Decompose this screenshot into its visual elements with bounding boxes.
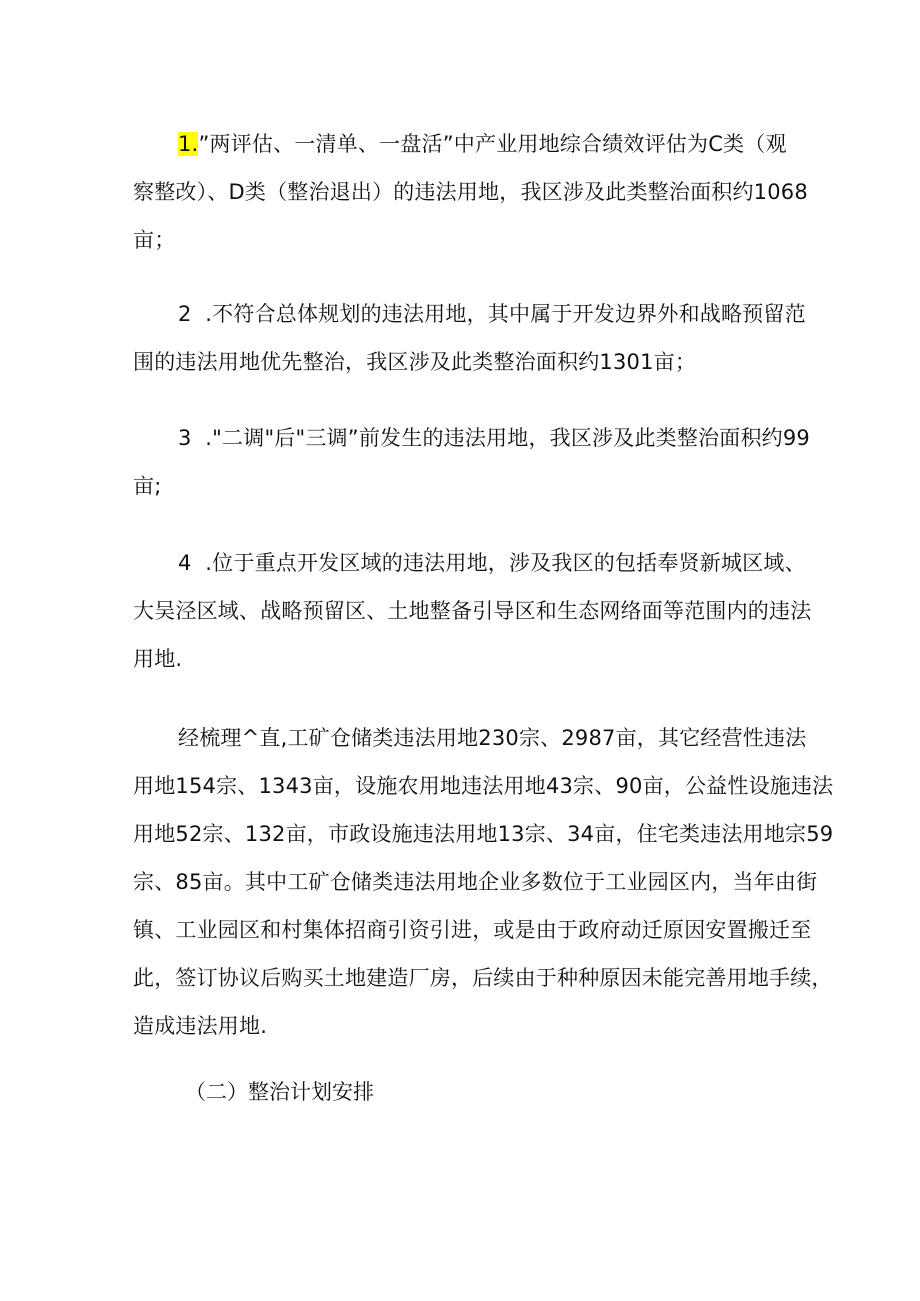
paragraph-line: 亩； bbox=[133, 228, 176, 252]
paragraph-line: 亩; bbox=[133, 474, 162, 498]
paragraph-line: 镇、工业园区和村集体招商引资引进，或是由于政府动迁原因安置搬迁至 bbox=[133, 918, 812, 942]
highlighted-item-number: 1. bbox=[178, 132, 199, 156]
paragraph-item-1 bbox=[133, 120, 808, 264]
paragraph-line: 大吴泾区域、战略预留区、土地整备引导区和生态网络面等范围内的违法 bbox=[133, 599, 812, 623]
paragraph-line: 用地52宗、132亩，市政设施违法用地13宗、34亩，住宅类违法用地宗59 bbox=[133, 822, 834, 846]
paragraph-line: 2 .不符合总体规划的违法用地，其中属于开发边界外和战略预留范 bbox=[178, 302, 806, 326]
paragraph-line: 造成违法用地. bbox=[133, 1014, 268, 1038]
paragraph-line: 用地154宗、1343亩，设施农用地违法用地43宗、90亩，公益性设施违法 bbox=[133, 774, 834, 798]
paragraph-line: 经梳理^直,工矿仓储类违法用地230宗、2987亩，其它经营性违法 bbox=[178, 726, 807, 750]
paragraph-line: 察整改）、D类（整治退出）的违法用地，我区涉及此类整治面积约1068 bbox=[133, 180, 808, 204]
paragraph-item-4 bbox=[133, 539, 812, 683]
paragraph-line: 宗、85亩。其中工矿仓储类违法用地企业多数位于工业园区内，当年由街 bbox=[133, 870, 818, 894]
paragraph-line: 4 .位于重点开发区域的违法用地，涉及我区的包括奉贤新城区域、 bbox=[178, 551, 806, 575]
paragraph-item-2 bbox=[133, 290, 806, 386]
section-heading: （二）整治计划安排 bbox=[185, 1080, 374, 1104]
paragraph-line: 围的违法用地优先整治，我区涉及此类整治面积约1301亩； bbox=[133, 350, 697, 374]
paragraph-line: 此，签订协议后购买土地建造厂房，后续由于种种原因未能完善用地手续， bbox=[133, 966, 833, 990]
paragraph-summary bbox=[133, 714, 834, 1050]
paragraph-line: 用地. bbox=[133, 647, 183, 671]
paragraph-item-3 bbox=[133, 414, 810, 510]
paragraph-line: 1.”两评估、一清单、一盘活”中产业用地综合绩效评估为C类（观 bbox=[178, 132, 787, 156]
paragraph-line: 3 ."二调"后"三调”前发生的违法用地，我区涉及此类整治面积约99 bbox=[178, 426, 810, 450]
